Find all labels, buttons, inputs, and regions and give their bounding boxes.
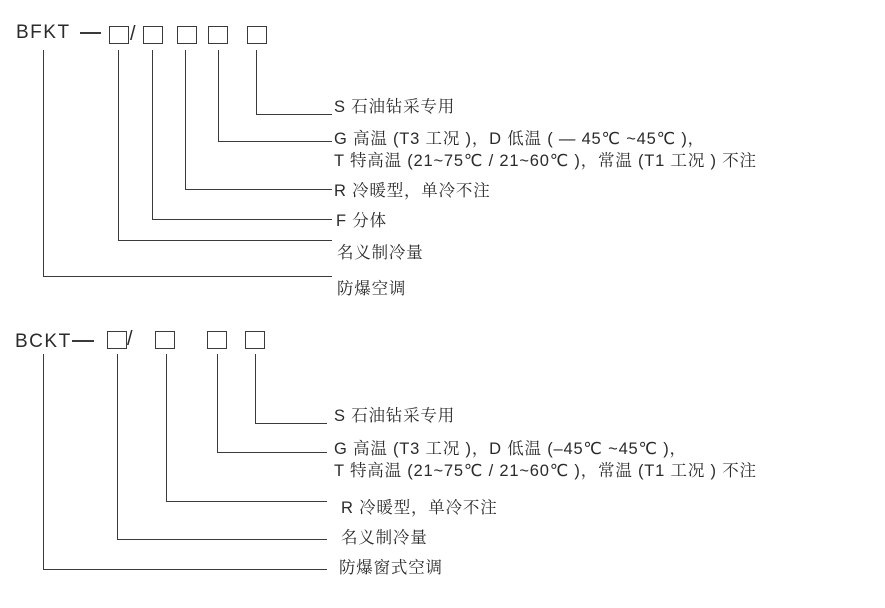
label-oil-drilling: S 石油钻采专用 <box>334 407 455 425</box>
model-code-bfkt: BFKT <box>16 22 71 43</box>
code-box-capacity <box>109 26 129 44</box>
code-box-temperature <box>208 26 228 44</box>
connector-type <box>43 50 332 277</box>
code-box-heat-pump <box>155 331 175 349</box>
code-box-capacity <box>107 331 127 349</box>
label-capacity: 名义制冷量 <box>337 244 424 262</box>
label-temperature-line1: G 高温 (T3 工况 )，D 低温 ( — 45℃ ~45℃ )， <box>334 130 705 148</box>
label-temperature <box>334 438 757 482</box>
label-capacity: 名义制冷量 <box>341 529 428 547</box>
label-type: 防爆空调 <box>337 280 407 298</box>
code-box-oil-drilling <box>247 26 267 44</box>
label-oil-drilling: S 石油钻采专用 <box>334 98 455 116</box>
slash-separator: / <box>127 328 133 350</box>
dash-separator <box>72 340 94 342</box>
dash-separator <box>80 32 101 34</box>
label-temperature-line2: T 特高温 (21~75℃ / 21~60℃ )，常温 (T1 工况 ) 不注 <box>334 462 757 480</box>
label-temperature <box>334 128 757 172</box>
code-box-split-type <box>143 26 163 44</box>
label-type: 防爆窗式空调 <box>339 559 443 577</box>
label-heat-pump: R 冷暖型，单冷不注 <box>341 499 498 517</box>
code-box-heat-pump <box>177 26 197 44</box>
slash-separator: / <box>130 23 136 45</box>
code-box-oil-drilling <box>245 331 265 349</box>
model-code-bckt: BCKT <box>15 331 72 352</box>
label-temperature-line2: T 特高温 (21~75℃ / 21~60℃ )，常温 (T1 工况 ) 不注 <box>334 152 757 170</box>
label-heat-pump: R 冷暖型，单冷不注 <box>334 182 491 200</box>
connector-type <box>43 354 327 570</box>
label-split-type: F 分体 <box>336 212 387 230</box>
code-box-temperature <box>207 331 227 349</box>
label-temperature-line1: G 高温 (T3 工况 )，D 低温 (–45℃ ~45℃ )， <box>334 440 687 458</box>
